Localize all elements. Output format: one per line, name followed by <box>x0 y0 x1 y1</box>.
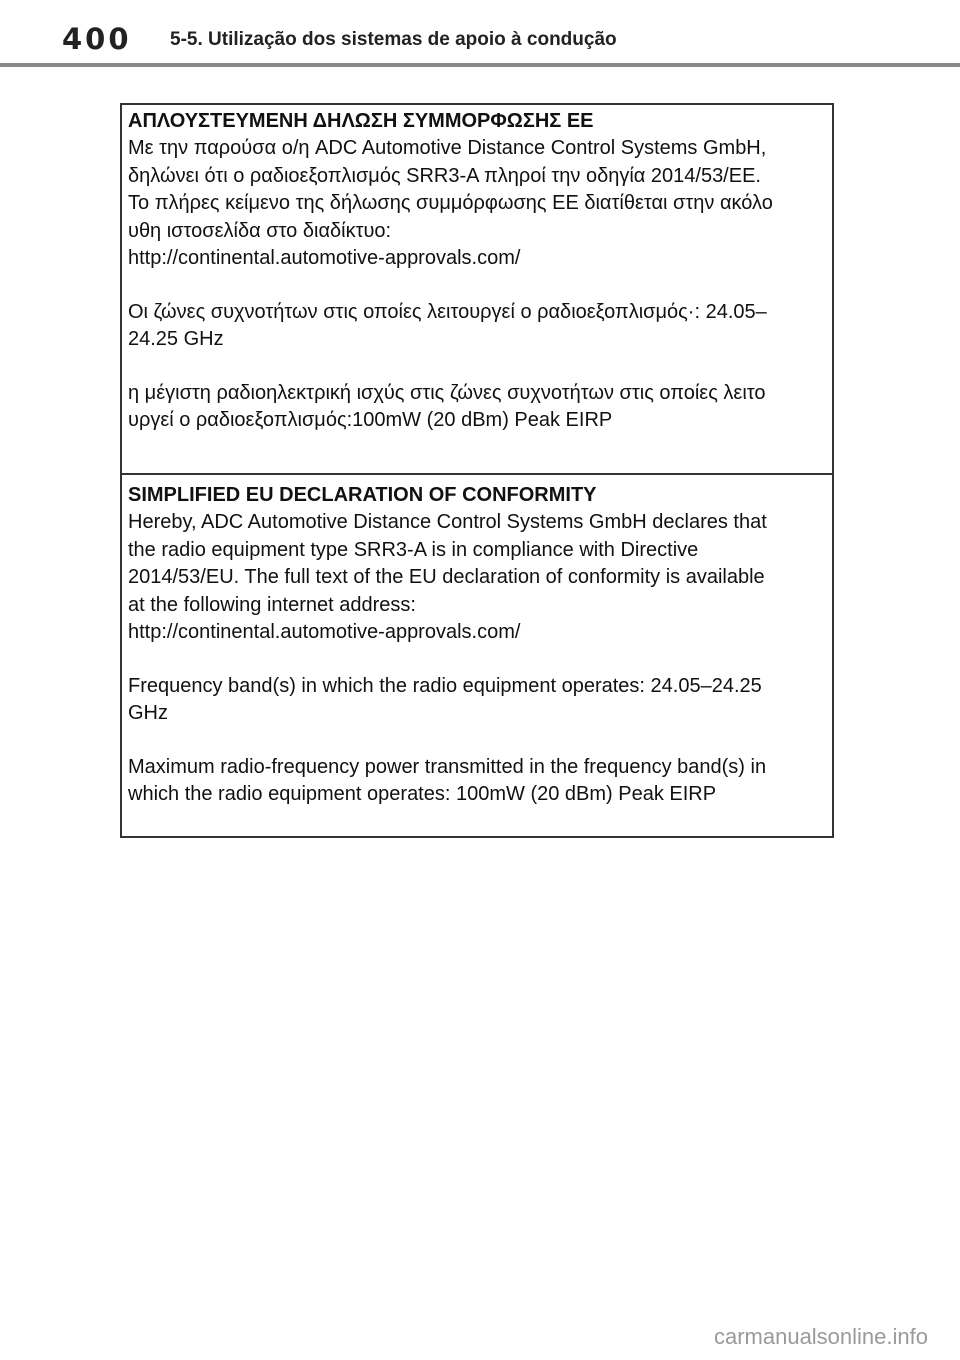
site-watermark: carmanualsonline.info <box>713 1324 928 1349</box>
greek-declaration-line: Το πλήρες κείμενο της δήλωσης συμμόρφωσης ΕΕ διατίθεται στην ακόλο <box>128 192 773 214</box>
header-rule <box>0 63 960 67</box>
english-power-line: which the radio equipment operates: 100mW (20 dBm) Peak EIRP <box>128 783 717 805</box>
declaration-label-box <box>120 103 834 838</box>
greek-declaration-line: δηλώνει ότι ο ραδιοεξοπλισμός SRR3-A πληροί την οδηγία 2014/53/ΕΕ. <box>128 164 761 187</box>
greek-frequency-line: Οι ζώνες συχνοτήτων στις οποίες λειτουργεί ο ραδιοεξοπλισμός·: 24.05– <box>128 300 767 323</box>
english-declaration-line: at the following internet address: <box>128 593 416 616</box>
english-declaration-line: 2014/53/EU. The full text of the EU declaration of conformity is available <box>128 566 765 588</box>
greek-power-line: η μέγιστη ραδιοηλεκτρική ισχύς στις ζώνες συχνοτήτων στις οποίες λειτο <box>128 381 766 404</box>
english-frequency-line: Frequency band(s) in which the radio equipment operates: 24.05–24.25 <box>128 674 762 697</box>
greek-declaration-url: http://continental.automotive-approvals.com/ <box>128 247 521 269</box>
page-header <box>0 0 960 66</box>
greek-declaration-line: Με την παρούσα ο/η ADC Automotive Distance Control Systems GmbH, <box>128 137 767 159</box>
english-power-line: Maximum radio-frequency power transmitted in the frequency band(s) in <box>128 755 767 778</box>
greek-declaration <box>122 105 832 475</box>
page-number: 400 <box>62 22 132 56</box>
english-declaration <box>122 475 832 836</box>
greek-power-line: υργεί ο ραδιοεξοπλισμός:100mW (20 dBm) Peak EIRP <box>128 409 613 431</box>
greek-declaration-line: υθη ιστοσελίδα στο διαδίκτυο: <box>128 219 392 242</box>
greek-frequency-line: 24.25 GHz <box>128 328 224 350</box>
english-declaration-line: Hereby, ADC Automotive Distance Control Systems GmbH declares that <box>128 511 767 533</box>
greek-declaration-heading: ΑΠΛΟΥΣΤΕΥΜΕΝΗ ΔΗΛΩΣΗ ΣΥΜΜΟΡΦΩΣΗΣ ΕΕ <box>128 110 594 132</box>
english-declaration-url: http://continental.automotive-approvals.com/ <box>128 621 521 643</box>
english-declaration-heading: SIMPLIFIED EU DECLARATION OF CONFORMITY <box>128 484 597 506</box>
section-title: 5-5. Utilização dos sistemas de apoio à condução <box>170 29 617 50</box>
english-frequency-line: GHz <box>128 702 168 724</box>
english-declaration-line: the radio equipment type SRR3-A is in compliance with Directive <box>128 538 699 561</box>
